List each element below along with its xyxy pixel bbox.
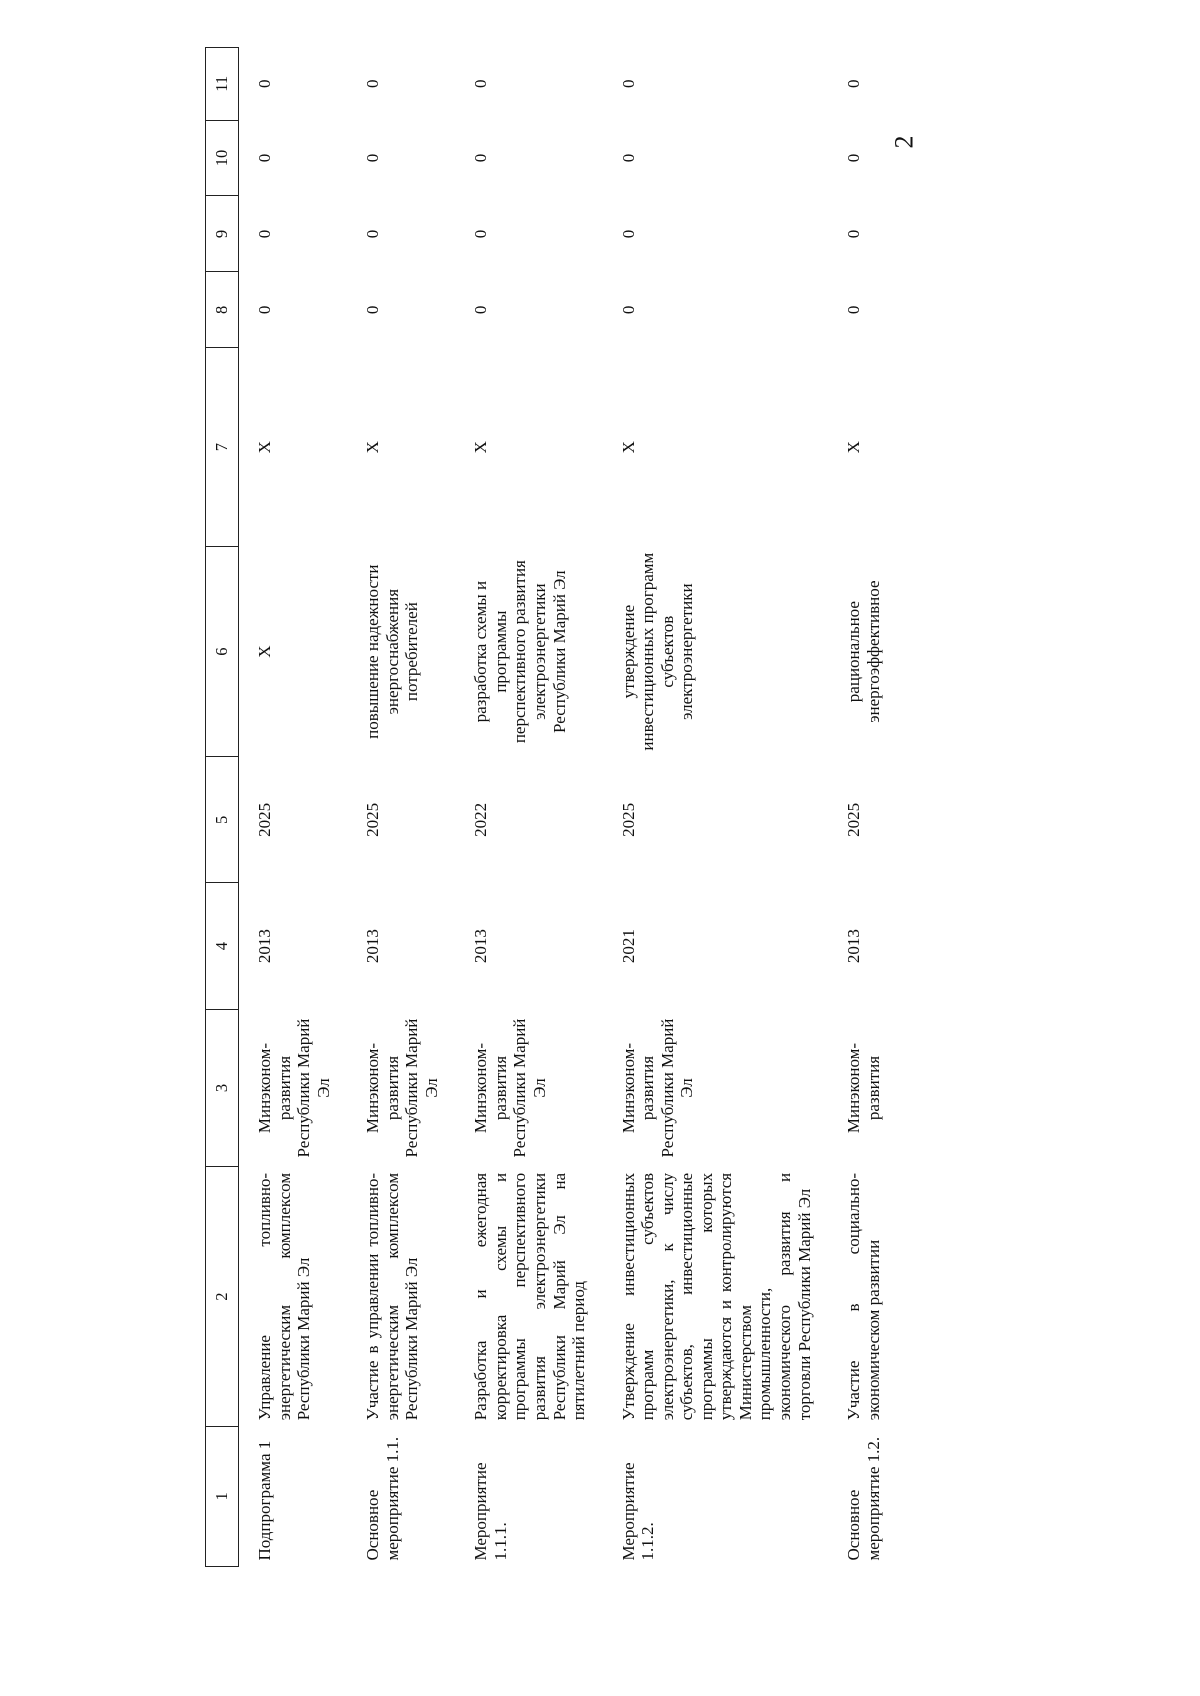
row-col9: 0: [618, 229, 638, 239]
row-result: утверждение инвестиционных программ субъектов электроэнергетики: [618, 552, 697, 751]
header-col-2: 2: [206, 1167, 239, 1426]
row-description: Участие в социально-экономическом развитии: [844, 1172, 883, 1421]
header-col-3: 3: [206, 1009, 239, 1167]
header-col-11: 11: [206, 48, 239, 121]
row-start-year: 2013: [471, 929, 491, 964]
row-col9: 0: [255, 229, 274, 239]
row-col11: 0: [255, 79, 274, 89]
header-row: [206, 48, 239, 1567]
row-title: Подпрограмма 1: [255, 1440, 274, 1561]
row-title: Мероприятие 1.1.2.: [618, 1462, 658, 1561]
row-title: Основное мероприятие 1.2.: [844, 1436, 883, 1561]
row-result: рациональное энергоэффективное: [844, 580, 883, 723]
row-col9: 0: [844, 229, 864, 239]
row-col10: 0: [618, 153, 638, 163]
header-col-4: 4: [206, 883, 239, 1009]
row-title: Мероприятие 1.1.1.: [471, 1462, 510, 1561]
row-col8: 0: [363, 305, 383, 315]
table-row: [455, 48, 602, 1567]
header-col-1: 1: [206, 1426, 239, 1566]
row-col11: 0: [618, 79, 638, 89]
row-col7: X: [255, 441, 274, 454]
row-title: Основное мероприятие 1.1.: [363, 1436, 402, 1561]
header-col-7: 7: [206, 348, 239, 547]
table-row: [347, 48, 455, 1567]
row-result: разработка схемы и программы перспективного развития электроэнергетики Республики Марий Эл: [471, 560, 569, 744]
header-col-8: 8: [206, 272, 239, 348]
table-row: [828, 48, 897, 1567]
header-col-10: 10: [206, 120, 239, 196]
page-number: 2: [889, 135, 919, 149]
row-executor: Минэконом-развития Республики Марий Эл: [471, 1018, 550, 1158]
row-executor: Минэконом-развития: [844, 1042, 883, 1134]
row-col7: X: [471, 441, 491, 454]
table-row: [603, 48, 828, 1567]
row-col10: 0: [844, 153, 864, 163]
header-col-6: 6: [206, 546, 239, 756]
row-description: Разработка и ежегодная корректировка схемы и программы перспективного развития электроэнергетики Республики Марий Эл на пятилетний период: [471, 1172, 589, 1421]
row-start-year: 2013: [255, 929, 274, 964]
row-result: повышение надежности энергоснабжения потребителей: [363, 564, 422, 739]
row-end-year: 2022: [471, 802, 491, 837]
row-col8: 0: [255, 305, 274, 315]
row-end-year: 2025: [255, 802, 274, 837]
row-col11: 0: [471, 79, 491, 89]
row-end-year: 2025: [844, 802, 864, 837]
row-start-year: 2013: [844, 929, 864, 964]
row-end-year: 2025: [618, 802, 638, 837]
row-executor: Минэконом-развития Республики Марий Эл: [255, 1018, 333, 1158]
row-col7: X: [618, 441, 638, 454]
row-result: X: [255, 645, 274, 658]
row-col11: 0: [363, 79, 383, 89]
row-col10: 0: [255, 153, 274, 163]
row-start-year: 2013: [363, 929, 383, 964]
row-executor: Минэконом-развития Республики Марий Эл: [363, 1018, 441, 1158]
row-col9: 0: [363, 229, 383, 239]
row-col7: X: [844, 441, 864, 454]
row-col8: 0: [618, 305, 638, 315]
header-col-5: 5: [206, 757, 239, 883]
table-row: [239, 48, 348, 1567]
row-col10: 0: [363, 153, 383, 163]
row-executor: Минэконом-развития Республики Марий Эл: [618, 1018, 697, 1158]
header-col-9: 9: [206, 196, 239, 272]
rotated-table-sheet: [205, 47, 1045, 1567]
row-col9: 0: [471, 229, 491, 239]
row-description: Участие в управлении топливно-энергетическим комплексом Республики Марий Эл: [363, 1172, 422, 1421]
row-description: Управление топливно-энергетическим комплексом Республики Марий Эл: [255, 1172, 314, 1421]
row-col10: 0: [471, 153, 491, 163]
row-col8: 0: [844, 305, 864, 315]
program-table: [205, 47, 897, 1567]
row-start-year: 2021: [618, 929, 638, 964]
row-end-year: 2025: [363, 802, 383, 837]
row-col11: 0: [844, 79, 864, 89]
row-col7: X: [363, 441, 383, 454]
row-col8: 0: [471, 305, 491, 315]
row-description: Утверждение инвестиционных программ субъектов электроэнергетики, к числу субъектов, инвестиционные программы которых утверждаются и контролируются Министерством промышленности, экономического развития и торговли Республики Марий Эл: [618, 1172, 814, 1421]
